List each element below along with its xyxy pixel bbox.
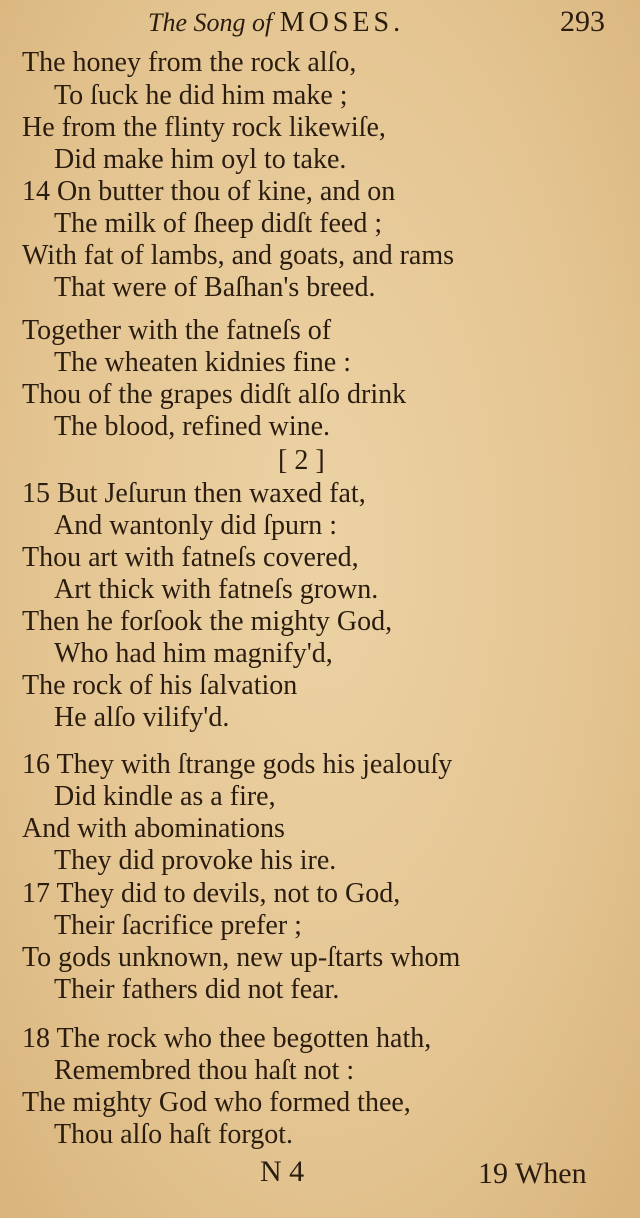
page-number: 293 (560, 5, 605, 38)
verse-line: They did provoke his ire. (54, 845, 337, 876)
verse-line: Art thick with fatneſs grown. (54, 574, 379, 605)
verse-line: Remembred thou haſt not : (54, 1055, 355, 1086)
verse-line: To gods unknown, new up-ſtarts whom (22, 942, 461, 973)
running-title (148, 2, 404, 43)
verse-line: Thou alſo haſt forgot. (54, 1119, 293, 1150)
verse-line: He from the flinty rock likewiſe, (22, 112, 386, 143)
running-title-caps: MOSES. (279, 7, 405, 38)
verse-line: 18 The rock who thee begotten hath, (22, 1023, 432, 1054)
verse-line: 17 They did to devils, not to God, (22, 878, 401, 909)
verse-line: He alſo vilify'd. (54, 702, 230, 733)
catchword: 19 When (478, 1157, 587, 1190)
verse-line: 15 But Jeſurun then waxed fat, (22, 478, 366, 509)
verse-line: Then he forſook the mighty God, (22, 606, 393, 637)
verse-line: Who had him magnify'd, (54, 638, 333, 669)
running-title-italic: The Song of (148, 8, 273, 37)
verse-line: Did make him oyl to take. (54, 144, 347, 175)
verse-line: The blood, refined wine. (54, 411, 331, 442)
verse-line: Their ſacrifice prefer ; (54, 910, 302, 941)
verse-line: The honey from the rock alſo, (22, 47, 357, 78)
verse-line: And with abominations (22, 813, 285, 844)
verse-line: Thou art with fatneſs covered, (22, 542, 359, 573)
verse-line: To ſuck he did him make ; (54, 80, 348, 111)
section-marker: [ 2 ] (278, 445, 325, 476)
verse-line: 16 They with ſtrange gods his jealouſy (22, 749, 453, 780)
verse-line: Their fathers did not fear. (54, 974, 340, 1005)
verse-line: That were of Baſhan's breed. (54, 272, 376, 303)
verse-line: And wantonly did ſpurn : (54, 510, 338, 541)
verse-line: With fat of lambs, and goats, and rams (22, 240, 454, 271)
signature-mark: N 4 (260, 1155, 305, 1188)
page-header (0, 0, 640, 48)
verse-line: The milk of ſheep didſt feed ; (54, 208, 383, 239)
verse-line: The mighty God who formed thee, (22, 1087, 411, 1118)
verse-line: Together with the fatneſs of (22, 315, 332, 346)
verse-line: 14 On butter thou of kine, and on (22, 176, 396, 207)
verse-line: The rock of his ſalvation (22, 670, 298, 701)
verse-line: The wheaten kidnies fine : (54, 347, 352, 378)
verse-line: Thou of the grapes didſt alſo drink (22, 379, 407, 410)
verse-line: Did kindle as a fire, (54, 781, 276, 812)
